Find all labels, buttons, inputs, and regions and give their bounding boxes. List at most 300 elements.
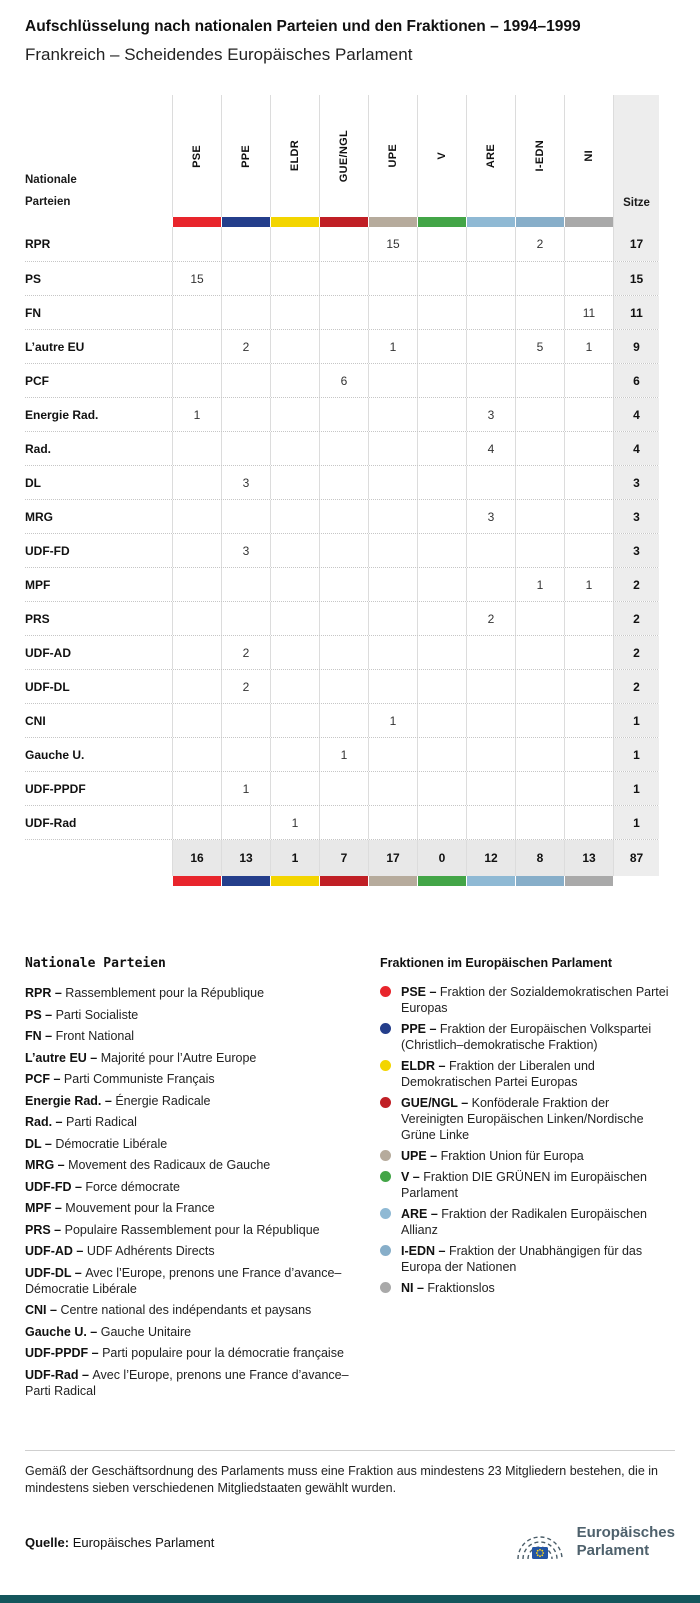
cell-I-EDN [515, 806, 564, 839]
cell-UPE [368, 534, 417, 567]
corner-label: Nationale Parteien [25, 174, 77, 208]
cell-ARE [466, 568, 515, 601]
party-label: PS [25, 271, 42, 286]
seats-value: 9 [613, 330, 659, 363]
column-header-PSE [172, 95, 221, 217]
cell-ELDR [270, 670, 319, 703]
cell-ELDR [270, 296, 319, 329]
color-bar-GUE/NGL [319, 217, 368, 227]
legend-abbr: I-EDN – [401, 1244, 449, 1258]
cell-PSE [172, 704, 221, 737]
hemicycle-icon [512, 1521, 568, 1563]
cell-UPE: 1 [368, 330, 417, 363]
cell-PSE [172, 330, 221, 363]
color-bar-ELDR [270, 217, 319, 227]
group-color-dot [380, 1171, 391, 1182]
cell-ARE [466, 330, 515, 363]
cell-ELDR [270, 330, 319, 363]
cell-V [417, 806, 466, 839]
column-header-label: ELDR [289, 140, 301, 172]
cell-I-EDN: 2 [515, 227, 564, 261]
cell-NI [564, 500, 613, 533]
table-row [25, 329, 658, 363]
color-bar-ARE [466, 217, 515, 227]
column-header-ELDR [270, 95, 319, 217]
total-GUE/NGL: 7 [319, 840, 368, 876]
cell-V [417, 704, 466, 737]
bottom-bar [0, 1595, 700, 1603]
cell-I-EDN [515, 670, 564, 703]
table-row [25, 533, 658, 567]
bar-row-seats-spacer [613, 217, 659, 227]
cell-NI [564, 262, 613, 295]
cell-NI [564, 772, 613, 805]
cell-GUE/NGL [319, 602, 368, 635]
seats-value: 3 [613, 466, 659, 499]
cell-ELDR [270, 738, 319, 771]
table-row [25, 703, 658, 737]
seats-column-header [613, 95, 659, 217]
color-bar-ELDR [270, 876, 319, 886]
cell-UPE [368, 738, 417, 771]
ep-logo-text [577, 1524, 675, 1560]
cell-PSE [172, 738, 221, 771]
group-color-dot [380, 986, 391, 997]
cell-NI: 1 [564, 568, 613, 601]
cell-PPE [221, 262, 270, 295]
legend-abbr: PS – [25, 1007, 56, 1022]
cell-V [417, 602, 466, 635]
cell-UPE [368, 296, 417, 329]
party-label: FN [25, 305, 41, 320]
group-color-dot [380, 1150, 391, 1161]
cell-ELDR [270, 602, 319, 635]
cell-PPE [221, 364, 270, 397]
column-header-label: I-EDN [534, 140, 546, 172]
color-bar-I-EDN [515, 876, 564, 886]
cell-ARE [466, 636, 515, 669]
color-bar-UPE [368, 217, 417, 227]
table-row [25, 397, 658, 431]
cell-ELDR: 1 [270, 806, 319, 839]
cell-ELDR [270, 636, 319, 669]
cell-PPE [221, 704, 270, 737]
group-legend-text [401, 1280, 495, 1296]
cell-UPE: 15 [368, 227, 417, 261]
cell-I-EDN [515, 636, 564, 669]
column-header-label: PPE [240, 144, 252, 168]
column-header-label: UPE [387, 144, 399, 168]
legend-desc: Parti Communiste Français [63, 1072, 215, 1086]
cell-ELDR [270, 500, 319, 533]
cell-GUE/NGL [319, 398, 368, 431]
cell-PPE [221, 296, 270, 329]
cell-V [417, 227, 466, 261]
group-legend-item [380, 1206, 675, 1238]
cell-I-EDN [515, 704, 564, 737]
color-bar-PPE [221, 876, 270, 886]
legend-desc: Parti populaire pour la démocratie française [102, 1346, 344, 1360]
seats-value: 2 [613, 568, 659, 601]
total-ELDR: 1 [270, 840, 319, 876]
bar-row-spacer [25, 876, 172, 886]
seats-value: 3 [613, 534, 659, 567]
color-bar-PSE [172, 876, 221, 886]
cell-UPE [368, 602, 417, 635]
seats-value: 3 [613, 500, 659, 533]
cell-ARE: 4 [466, 432, 515, 465]
seats-value: 1 [613, 806, 659, 839]
cell-UPE [368, 806, 417, 839]
legend-abbr: RPR – [25, 986, 66, 1000]
total-NI: 13 [564, 840, 613, 876]
cell-ARE [466, 296, 515, 329]
cell-PPE [221, 738, 270, 771]
cell-V [417, 534, 466, 567]
groups-legend-title: Fraktionen im Europäischen Parlament [380, 956, 613, 970]
column-header-label: NI [583, 150, 595, 162]
cell-GUE/NGL [319, 534, 368, 567]
seats-value: 2 [613, 636, 659, 669]
party-label: UDF-FD [25, 543, 70, 558]
corner-cell [25, 95, 172, 217]
column-header-label: GUE/NGL [338, 129, 350, 183]
cell-PSE [172, 364, 221, 397]
cell-GUE/NGL: 1 [319, 738, 368, 771]
cell-I-EDN [515, 500, 564, 533]
group-legend-item [380, 1280, 675, 1296]
cell-PPE [221, 806, 270, 839]
party-legend-item [25, 1050, 365, 1066]
cell-V [417, 568, 466, 601]
seats-value: 17 [613, 227, 659, 261]
legend-desc: Avec l’Europe, prenons une France d’avance– Démocratie Libérale [25, 1265, 342, 1296]
party-legend-item [25, 1367, 365, 1399]
legend-abbr: PCF – [25, 1072, 64, 1086]
cell-GUE/NGL [319, 227, 368, 261]
legend-desc: Populaire Rassemblement pour la République [64, 1222, 320, 1237]
cell-V [417, 262, 466, 295]
color-bar-ARE [466, 876, 515, 886]
cell-PPE: 3 [221, 534, 270, 567]
cell-PSE [172, 227, 221, 261]
legend-abbr: UDF-FD – [25, 1179, 86, 1194]
legend-desc: Majorité pour l’Autre Europe [100, 1050, 257, 1065]
cell-PPE: 2 [221, 636, 270, 669]
party-label: MPF [25, 577, 51, 592]
column-header-label: V [436, 152, 448, 160]
top-color-bars [25, 217, 658, 227]
legend-desc: Konföderale Fraktion der Vereinigten Europäischen Linken/Nordische Grüne Linke [401, 1096, 644, 1142]
table-row [25, 431, 658, 465]
seats-value: 6 [613, 364, 659, 397]
legend-desc: Fraktion Union für Europa [440, 1149, 584, 1163]
legend-desc: Démocratie Libérale [55, 1136, 168, 1151]
legend-abbr: MRG – [25, 1158, 69, 1172]
groups-legend [380, 956, 675, 1404]
cell-ARE [466, 364, 515, 397]
group-legend-text [401, 1021, 675, 1053]
ep-logo-line2: Parlament [576, 1542, 650, 1559]
cell-ELDR [270, 364, 319, 397]
cell-ARE [466, 670, 515, 703]
cell-ELDR [270, 772, 319, 805]
legend-desc: Fraktion der Europäischen Volkspartei (Christlich–demokratische Fraktion) [401, 1022, 652, 1052]
page-subtitle: Frankreich – Scheidendes Europäisches Parlament [25, 45, 413, 64]
group-legend-text [401, 1169, 675, 1201]
table-row [25, 601, 658, 635]
cell-PSE [172, 602, 221, 635]
party-label: Energie Rad. [25, 407, 99, 422]
total-PSE: 16 [172, 840, 221, 876]
source-text: Europäisches Parlament [72, 1534, 215, 1550]
color-bar-PPE [221, 217, 270, 227]
total-PPE: 13 [221, 840, 270, 876]
cell-UPE: 1 [368, 704, 417, 737]
seats-table [25, 95, 658, 886]
cell-I-EDN [515, 602, 564, 635]
legend-abbr: L’autre EU – [25, 1050, 101, 1065]
national-parties-legend-title: Nationale Parteien [25, 956, 166, 971]
color-bar-I-EDN [515, 217, 564, 227]
party-legend-item [25, 1243, 365, 1259]
cell-V [417, 330, 466, 363]
party-legend-item [25, 1157, 365, 1173]
cell-NI [564, 704, 613, 737]
legend-desc: Force démocrate [85, 1179, 180, 1194]
legend-desc: Énergie Radicale [115, 1093, 211, 1108]
cell-PPE [221, 227, 270, 261]
party-legend-item [25, 1179, 365, 1195]
bar-row-spacer [25, 217, 172, 227]
legend-abbr: MPF – [25, 1201, 66, 1215]
european-parliament-logo [512, 1521, 675, 1563]
cell-ARE [466, 806, 515, 839]
cell-GUE/NGL [319, 262, 368, 295]
color-bar-PSE [172, 217, 221, 227]
ep-logo-line1: Europäisches [576, 1524, 675, 1541]
party-legend-item [25, 1345, 365, 1361]
legend-abbr: PRS – [25, 1222, 65, 1237]
seats-value: 1 [613, 704, 659, 737]
cell-UPE [368, 568, 417, 601]
total-ARE: 12 [466, 840, 515, 876]
seats-value: 2 [613, 602, 659, 635]
cell-V [417, 670, 466, 703]
cell-PPE: 1 [221, 772, 270, 805]
cell-NI [564, 227, 613, 261]
group-color-dot [380, 1208, 391, 1219]
legend-abbr: GUE/NGL – [401, 1096, 472, 1110]
legend-desc: Front National [55, 1029, 135, 1043]
cell-ELDR [270, 466, 319, 499]
cell-ELDR [270, 568, 319, 601]
party-label: MRG [25, 509, 53, 524]
legend-desc: Parti Radical [66, 1115, 137, 1129]
legend-desc: Fraktionslos [427, 1281, 495, 1295]
legend-desc: UDF Adhérents Directs [86, 1244, 215, 1258]
cell-PSE [172, 670, 221, 703]
cell-UPE [368, 500, 417, 533]
cell-ARE [466, 772, 515, 805]
bottom-color-bars [25, 876, 658, 886]
source [25, 1535, 214, 1550]
cell-I-EDN [515, 364, 564, 397]
legend-abbr: PPE – [401, 1022, 440, 1036]
group-color-dot [380, 1060, 391, 1071]
table-row [25, 227, 658, 261]
legend-desc: Fraktion DIE GRÜNEN im Europäischen Parlament [401, 1170, 647, 1200]
group-legend-item [380, 1021, 675, 1053]
cell-ELDR [270, 398, 319, 431]
cell-I-EDN [515, 466, 564, 499]
party-legend-item [25, 985, 365, 1001]
cell-UPE [368, 432, 417, 465]
source-row [25, 1521, 675, 1563]
group-legend-text [401, 1148, 584, 1164]
cell-NI: 11 [564, 296, 613, 329]
party-label: UDF-Rad [25, 815, 77, 830]
cell-ELDR [270, 262, 319, 295]
table-row [25, 669, 658, 703]
cell-GUE/NGL [319, 296, 368, 329]
legend-abbr: ARE – [401, 1207, 442, 1221]
cell-NI [564, 534, 613, 567]
legend-desc: Avec l’Europe, prenons une France d’avance–Parti Radical [25, 1367, 349, 1398]
cell-ELDR [270, 227, 319, 261]
cell-NI [564, 364, 613, 397]
seats-value: 11 [613, 296, 659, 329]
group-legend-item [380, 1095, 675, 1143]
cell-I-EDN [515, 534, 564, 567]
party-legend-item [25, 1324, 365, 1340]
cell-PSE [172, 568, 221, 601]
party-legend-item [25, 1265, 365, 1297]
cell-PPE [221, 398, 270, 431]
cell-NI [564, 432, 613, 465]
seats-value: 15 [613, 262, 659, 295]
column-header-label: ARE [485, 143, 497, 169]
seats-value: 4 [613, 432, 659, 465]
table-row [25, 295, 658, 329]
party-legend-item [25, 1136, 365, 1152]
legend-desc: Parti Socialiste [55, 1007, 139, 1022]
group-legend-item [380, 984, 675, 1016]
cell-ARE [466, 262, 515, 295]
party-label: Rad. [25, 441, 52, 456]
cell-NI [564, 466, 613, 499]
legend-abbr: Gauche U. – [25, 1324, 101, 1339]
column-header-NI [564, 95, 613, 217]
bar-row-seats-spacer [613, 876, 659, 886]
legend-abbr: Rad. – [25, 1115, 66, 1129]
table-row [25, 465, 658, 499]
cell-ARE [466, 466, 515, 499]
column-header-GUE/NGL [319, 95, 368, 217]
cell-I-EDN [515, 738, 564, 771]
cell-GUE/NGL [319, 330, 368, 363]
cell-PPE: 3 [221, 466, 270, 499]
legend-abbr: UDF-DL – [25, 1265, 86, 1280]
cell-I-EDN [515, 296, 564, 329]
table-header-row [25, 95, 658, 217]
cell-UPE [368, 670, 417, 703]
group-legend-text [401, 984, 675, 1016]
group-legend-text [401, 1243, 675, 1275]
cell-PSE [172, 806, 221, 839]
column-header-I-EDN [515, 95, 564, 217]
cell-PSE [172, 296, 221, 329]
group-legend-text [401, 1058, 675, 1090]
party-label: RPR [25, 237, 51, 251]
cell-NI [564, 670, 613, 703]
color-bar-UPE [368, 876, 417, 886]
legend-desc: Centre national des indépendants et paysans [60, 1303, 312, 1317]
national-parties-legend [25, 956, 380, 1404]
legend-desc: Rassemblement pour la République [65, 986, 265, 1000]
cell-PPE [221, 568, 270, 601]
legend-abbr: UPE – [401, 1149, 441, 1163]
cell-ARE [466, 534, 515, 567]
cell-NI [564, 602, 613, 635]
source-label: Quelle: [25, 1534, 70, 1550]
color-bar-NI [564, 217, 613, 227]
seats-value: 4 [613, 398, 659, 431]
cell-NI [564, 398, 613, 431]
color-bar-V [417, 876, 466, 886]
cell-ELDR [270, 432, 319, 465]
party-legend-item [25, 1028, 365, 1044]
legends [25, 956, 675, 1404]
party-label: PCF [25, 373, 49, 388]
column-header-V [417, 95, 466, 217]
cell-GUE/NGL [319, 636, 368, 669]
group-legend-item [380, 1148, 675, 1164]
group-color-dot [380, 1282, 391, 1293]
legend-abbr: DL – [25, 1136, 56, 1151]
total-I-EDN: 8 [515, 840, 564, 876]
party-legend-item [25, 1302, 365, 1318]
color-bar-V [417, 217, 466, 227]
cell-NI [564, 636, 613, 669]
group-color-dot [380, 1245, 391, 1256]
cell-V [417, 296, 466, 329]
cell-I-EDN [515, 398, 564, 431]
group-legend-item [380, 1169, 675, 1201]
table-row [25, 805, 658, 839]
group-color-dot [380, 1097, 391, 1108]
cell-GUE/NGL [319, 432, 368, 465]
cell-ARE: 3 [466, 398, 515, 431]
legend-abbr: FN – [25, 1029, 56, 1043]
cell-PSE [172, 636, 221, 669]
cell-I-EDN: 1 [515, 568, 564, 601]
cell-NI [564, 738, 613, 771]
cell-V [417, 364, 466, 397]
cell-ARE: 3 [466, 500, 515, 533]
legend-abbr: ELDR – [401, 1059, 449, 1073]
cell-PSE: 1 [172, 398, 221, 431]
legend-abbr: PSE – [401, 985, 440, 999]
party-label: UDF-AD [25, 645, 71, 660]
cell-V [417, 398, 466, 431]
legend-abbr: NI – [401, 1281, 428, 1295]
group-legend-text [401, 1095, 675, 1143]
cell-GUE/NGL [319, 670, 368, 703]
party-legend-item [25, 1222, 365, 1238]
groups-list [380, 984, 675, 1296]
table-row [25, 363, 658, 397]
